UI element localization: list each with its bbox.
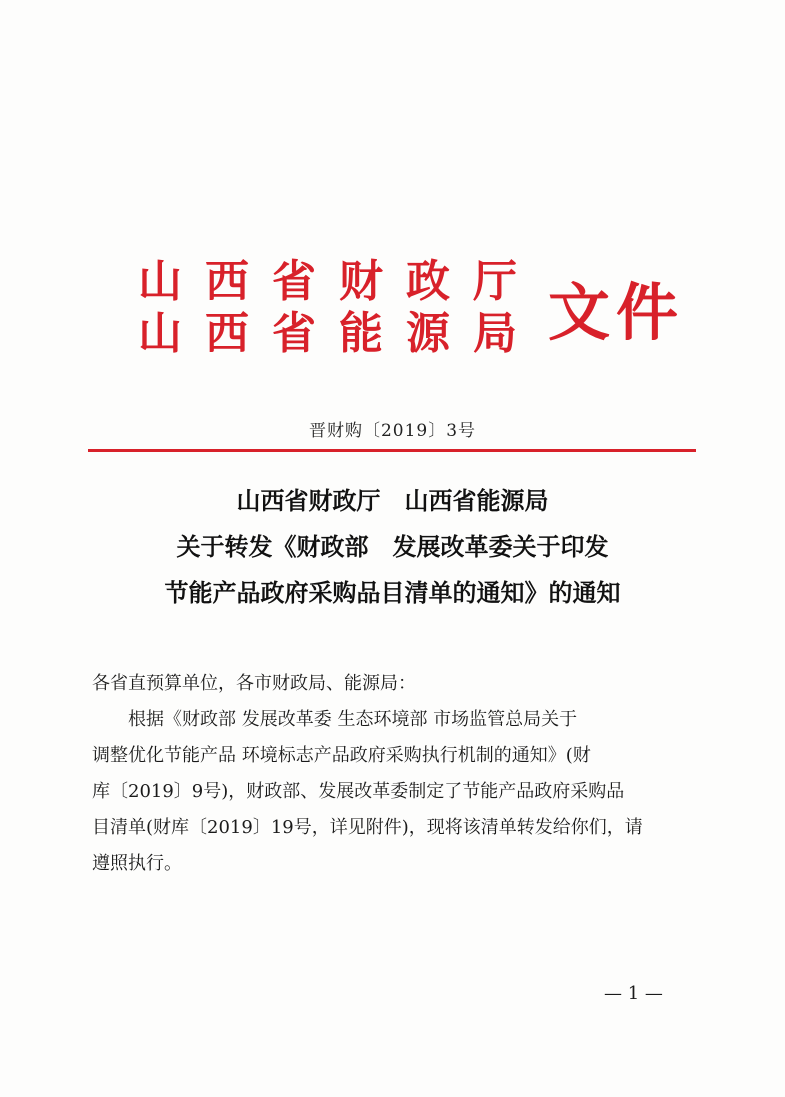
body-line: 遵照执行。 <box>92 853 182 874</box>
document-number: 晋财购〔2019〕3号 <box>308 421 477 441</box>
title-line-1: 山西省财政厅 山西省能源局 <box>236 486 549 515</box>
red-divider-line <box>88 449 696 452</box>
body-line: 调整优化节能产品 环境标志产品政府采购执行机制的通知》(财 <box>92 745 591 766</box>
body-paragraph <box>92 702 698 882</box>
masthead-issuer-2: 山西省能源局 <box>138 308 540 359</box>
body-line: 目清单(财库〔2019〕19号，详见附件)，现将该清单转发给你们，请 <box>92 817 643 838</box>
masthead-issuer-1: 山西省财政厅 <box>138 256 540 307</box>
title-line-3: 节能产品政府采购品目清单的通知》的通知 <box>164 578 621 607</box>
body-line: 根据《财政部 发展改革委 生态环境部 市场监管总局关于 <box>128 709 578 730</box>
body-line: 库〔2019〕9号)，财政部、发展改革委制定了节能产品政府采购品 <box>92 781 625 802</box>
salutation: 各省直预算单位，各市财政局、能源局： <box>92 673 416 694</box>
document-body <box>92 666 698 882</box>
masthead <box>138 256 685 366</box>
document-title <box>0 478 785 616</box>
page-number: — 1 — <box>604 983 663 1004</box>
title-line-2: 关于转发《财政部 发展改革委关于印发 <box>176 532 609 561</box>
masthead-suffix: 文件 <box>548 276 685 349</box>
